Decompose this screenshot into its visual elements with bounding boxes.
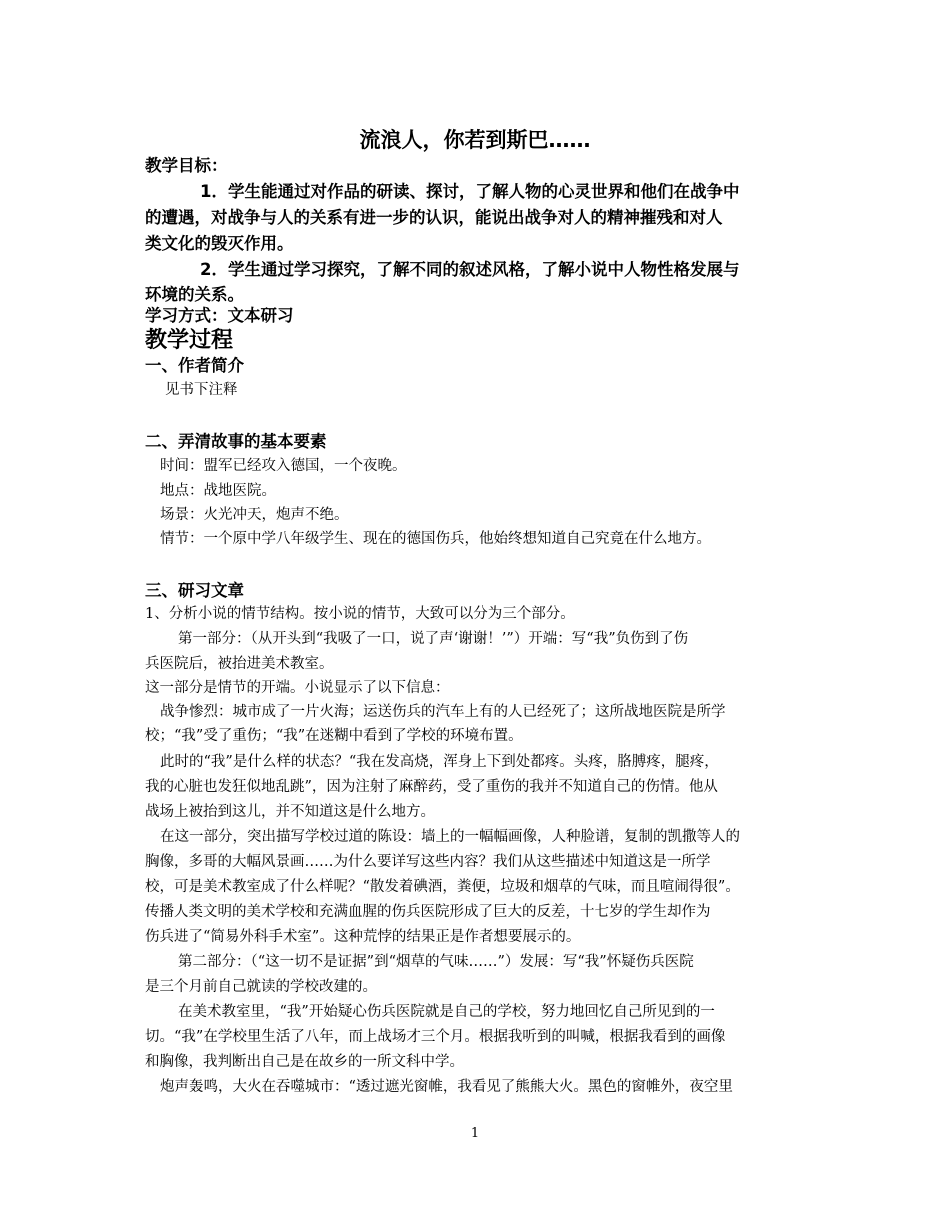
section3-line: 胸像，多哥的大幅风景画……为什么要详写这些内容？我们从这些描述中知道这是一所学 [145, 854, 711, 870]
section3-line: 我的心脏也发狂似地乱跳”，因为注射了麻醉药，受了重伤的我并不知道自己的伤情。他从 [145, 779, 718, 795]
learning-method: 学习方式：文本研习 [145, 306, 294, 325]
section3-line: 切。“我”在学校里生活了八年，而上战场才三个月。根据我听到的叫喊，根据我看到的画像 [145, 1029, 726, 1045]
section3-line: 在美术教室里，“我”开始疑心伤兵医院就是自己的学校，努力地回忆自己所见到的一 [178, 1004, 715, 1020]
section1-heading: 一、作者简介 [145, 356, 244, 375]
section3-line: 伤兵进了“简易外科手术室”。这种荒悖的结果正是作者想要展示的。 [145, 929, 581, 945]
objective-line: 类文化的毁灭作用。 [145, 234, 294, 253]
section2-line: 时间：盟军已经攻入德国，一个夜晚。 [160, 458, 407, 474]
section2-line: 情节：一个原中学八年级学生、现在的德国伤兵，他始终想知道自己究竟在什么地方。 [160, 531, 711, 547]
section3-heading: 三、研习文章 [145, 581, 244, 600]
section3-line: 此时的“我”是什么样的状态？“我在发高烧，浑身上下到处都疼。头疼，胳膊疼，腿疼， [160, 754, 719, 770]
objective-line: 1．学生能通过对作品的研读、探讨，了解人物的心灵世界和他们在战争中 [200, 182, 740, 201]
section2-line: 地点：战地医院。 [160, 483, 276, 499]
section3-line: 第一部分：（从开头到“我吸了一口，说了声‘谢谢！’”）开端：写“我”负伤到了伤 [178, 631, 689, 647]
section1-text: 见书下注释 [165, 382, 238, 398]
section2-line: 场景：火光冲天，炮声不绝。 [160, 507, 349, 523]
objective-line: 2．学生通过学习探究，了解不同的叙述风格，了解小说中人物性格发展与 [200, 260, 740, 279]
objective-line: 的遭遇，对战争与人的关系有进一步的认识，能说出战争对人的精神摧残和对人 [145, 208, 723, 227]
section3-line: 1、分析小说的情节结构。按小说的情节，大致可以分为三个部分。 [145, 606, 575, 622]
document-title: 流浪人，你若到斯巴…… [359, 128, 591, 152]
objectives-heading: 教学目标： [145, 156, 228, 175]
process-heading: 教学过程 [145, 328, 234, 353]
section3-line: 这一部分是情节的开端。小说显示了以下信息： [145, 680, 450, 696]
section3-line: 和胸像，我判断出自己是在故乡的一所文科中学。 [145, 1054, 464, 1070]
section3-line: 兵医院后，被抬进美术教室。 [145, 656, 334, 672]
section3-line: 战场上被抬到这儿，并不知道这是什么地方。 [145, 804, 435, 820]
objective-line: 环境的关系。 [145, 285, 244, 304]
section3-line: 炮声轰鸣，大火在吞噬城市：“透过遮光窗帷，我看见了熊熊大火。黑色的窗帷外，夜空里 [160, 1079, 733, 1095]
section3-line: 校，可是美术教室成了什么样呢？“散发着碘酒，粪便，垃圾和烟草的气味，而且喧闹得很”。 [145, 879, 740, 895]
section3-line: 在这一部分，突出描写学校过道的陈设：墙上的一幅幅画像，人种脸谱，复制的凯撒等人的 [160, 829, 740, 845]
section3-line: 是三个月前自己就读的学校改建的。 [145, 979, 377, 995]
section3-line: 校；“我”受了重伤；“我”在迷糊中看到了学校的环境布置。 [145, 728, 523, 744]
section3-line: 传播人类文明的美术学校和充满血腥的伤兵医院形成了巨大的反差，十七岁的学生却作为 [145, 904, 711, 920]
section3-line: 第二部分：（“这一切不是证据”到“烟草的气味……”）发展：写“我”怀疑伤兵医院 [178, 954, 694, 970]
section3-line: 战争惨烈：城市成了一片火海；运送伤兵的汽车上有的人已经死了；这所战地医院是所学 [160, 704, 726, 720]
section2-heading: 二、弄清故事的基本要素 [145, 432, 327, 451]
page-number: 1 [470, 1126, 480, 1141]
